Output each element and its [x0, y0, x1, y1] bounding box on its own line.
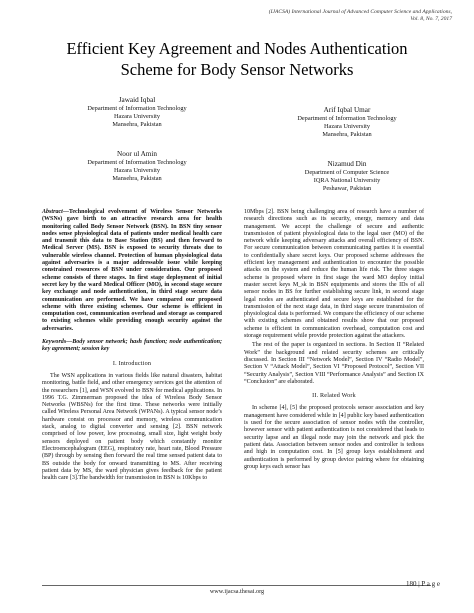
author-dept: Department of Computer Science	[304, 169, 390, 176]
abstract-label: Abstract	[42, 209, 63, 215]
page-number: 180 | P a g e	[406, 580, 440, 588]
footer-url: www.ijacsa.thesai.org	[209, 588, 265, 595]
abstract	[42, 209, 222, 333]
body-paragraph: 10Mbps [2]. BSN being challenging area of research have a number of research directions such as its security, energy, memory and data management. We accept the challenge of secure and authentic transmission of patient physiological data to the legal user (MO) of the network while keeping adversary attacks and overall efficiency of BSN. For secure communication between communicating parties it is essential to confidentially share secret keys. Our proposed scheme addresses the efficient key management and authentication to encounter the possible attacks on the system and reduce the human life risk. The three stages scheme is proposed where in first stage the ward MO deploy initial master secret keys M_sk in BSN equipments and stores the IDs of all sensor nodes in BS for further establishing secure link, in second stage legal nodes are authenticated and secure keys are established for the transmission of the next stage data, in third stage secure transmission of physiological data is performed. We compare the efficiency of our scheme with existing schemes and obtained results show that our proposed scheme is efficient in communication overhead, computation cost and storage requirement while provide protection against the attackers.	[244, 209, 424, 340]
footer-divider	[42, 585, 431, 586]
author-name: Jawaid Iqbal	[118, 96, 156, 104]
section-heading: II. Related Work	[312, 393, 356, 400]
right-column	[244, 209, 424, 471]
author-location: Peshawar, Pakistan	[322, 185, 372, 192]
author-dept: Department of Information Technology	[87, 105, 187, 112]
paper-title	[20, 38, 454, 80]
left-column	[42, 209, 222, 482]
body-paragraph: The rest of the paper is organized in sections. In Section II “Related Work” the background and related security schemes are critically discussed. In Section III “Network Model”, Section IV “Radio Model”, Section V “Attack Model”, Section VI “Proposed Protocol”, Section VII “Security Analysis”, Section VIII “Performance Analysis” and Section IX “Conclusion” are elaborated.	[244, 342, 424, 385]
abstract-text: —Technological evolvement of Wireless Sensor Networks (WSNs) gave birth to an attractive research area for health monitoring called Body Sensor Network (BSN). In BSN tiny sensor nodes sense physiological data of patients under medical health care and transmit this data to Base Station (BS) and then forward to Medical Server (MS). BSN is exposed to security threats due to vulnerable wireless channel. Protection of human physiological data against adversaries is a major addressable issue while keeping constrained resources of BSN under consideration. Our proposed scheme consists of three stages. In first stage deployment of initial secret key by the ward Medical Officer (MO), in second stage secure key exchange and node authentication, in third stage secure data communication are performed. We have compared our proposed scheme with three existing schemes. Our scheme is efficient in computation cost, communication overhead and storage as compared to existing schemes while providing enough security against the adversaries.	[42, 209, 222, 332]
author-location: Mansehra, Pakistan	[322, 131, 372, 138]
author-block	[52, 150, 222, 183]
body-paragraph: In scheme [4], [5] the proposed protocols sensor association and key management have considered while in [4] public key based authentication is used for the secure association of sensor nodes with the controller, however sensor with patient authentication is not considered that leads to security lapse and an illegal node may join the network and pick the patient data. Association between sensor nodes and controller is tedious and high in computation cost. In [5] group keys establishment and authentication is performed by group device pairing where for obtaining group keys each sensor has	[244, 405, 424, 470]
author-block	[262, 106, 432, 139]
author-name: Arif Iqbal Umar	[323, 106, 371, 114]
author-org: Hazara University	[114, 167, 160, 174]
journal-header-line2: Vol. 8, No. 7, 2017	[410, 16, 452, 22]
author-block	[262, 160, 432, 193]
paper-title-line2: Scheme for Body Sensor Networks	[120, 60, 354, 79]
author-location: Mansehra, Pakistan	[112, 121, 162, 128]
author-name: Nizamud Din	[327, 160, 367, 168]
journal-header-line1: (IJACSA) International Journal of Advanced Computer Science and Applications,	[268, 9, 452, 15]
paper-title-line1: Efficient Key Agreement and Nodes Authentication	[66, 39, 408, 58]
author-name: Noor ul Amin	[117, 150, 157, 158]
author-block	[52, 96, 222, 129]
journal-header	[152, 9, 452, 23]
section-heading: I. Introduction	[112, 360, 152, 367]
keywords	[42, 339, 222, 354]
author-location: Mansehra, Pakistan	[112, 175, 162, 182]
author-org: Hazara University	[324, 123, 370, 130]
intro-paragraph: The WSN applications in various fields like natural disasters, habitat monitoring, battle field, and other emergency services got the attention of the researchers [1], and WSN evolved to BSN for medical applications. In 1996 T.G. Zimmerman proposed the idea of Wireless Body Sensor Networks (WBSNs) for the first time. These networks were initially called Wireless Personal Area Network (WPANs). A typical sensor node’s hardware consist on processor and memory, wireless communication stack, analog to digital converter and sensing [2]. BSN network comprised of low power, low processing, small size, light weight body sensors deployed on patient body which constantly monitor Electroencephalogram (EEG), respiratory rate, heart rate, Blood Pressure (BP) through by sensing then forward the real time sensed patient data to BS outside the body for onward transmitting to MS. After receiving patient data by MS, the ward physician gives feedback for the patient health care [3].The bandwidth for transmission in BSN is 10Kbps to	[42, 372, 222, 482]
author-dept: Department of Information Technology	[297, 115, 397, 122]
author-org: Hazara University	[114, 113, 160, 120]
keywords-label: Keywords	[42, 339, 67, 346]
author-org: IQRA National University	[313, 177, 381, 184]
keywords-text: —Body sensor network; hash function; node authentication; key agreement; session key	[42, 339, 222, 353]
author-dept: Department of Information Technology	[87, 159, 187, 166]
